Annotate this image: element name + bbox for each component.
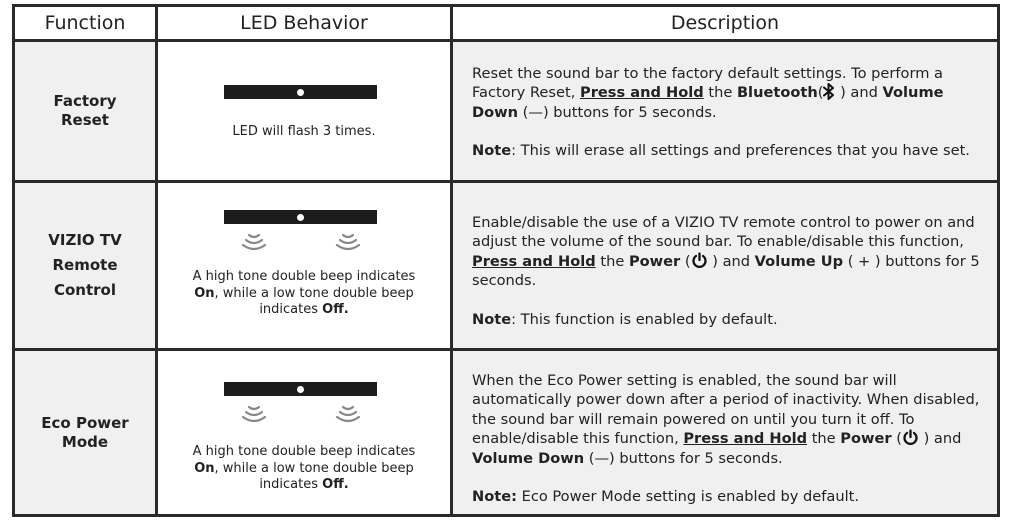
led-dot-icon — [297, 214, 304, 221]
sound-wave-icon — [241, 402, 267, 424]
row-vizio-remote-function — [15, 183, 155, 348]
header-description-label: Description — [670, 12, 780, 34]
header-description — [453, 7, 997, 39]
row-vizio-remote-led — [158, 183, 450, 348]
header-led-label: LED Behavior — [240, 12, 368, 34]
led-caption: A high tone double beep indicates On, while a low tone double beep indicates Off. — [192, 269, 416, 317]
function-name: VIZIO TV Remote Control — [48, 231, 122, 299]
sound-wave-icon — [335, 402, 361, 424]
power-icon — [691, 252, 708, 269]
led-dot-icon — [297, 386, 304, 393]
function-name: Factory Reset — [53, 92, 117, 129]
note-text: Note: This will erase all settings and preferences that you have set. — [472, 142, 970, 160]
row-eco-power-function — [15, 351, 155, 514]
bluetooth-icon — [823, 83, 835, 100]
led-bar-icon — [224, 210, 377, 224]
function-name: Eco Power Mode — [41, 413, 129, 451]
function-table — [12, 4, 1000, 517]
description-text: Reset the sound bar to the factory default settings. To perform a Factory Reset, Press and Hold the Bluetooth( ) and Volume Down (—) buttons for 5 seconds. — [472, 65, 944, 121]
row-eco-power-description — [453, 351, 997, 514]
description-text: Enable/disable the use of a VIZIO TV remote control to power on and adjust the volume of the sound bar. To enable/disable this function, Press and Hold the Power ( ) and Volume Up ( + ) buttons for 5 seconds. — [472, 214, 980, 290]
sound-wave-icon — [335, 230, 361, 252]
column-divider — [450, 7, 453, 514]
led-bar-icon — [224, 382, 377, 396]
header-led-behavior — [158, 7, 450, 39]
led-caption: A high tone double beep indicates On, while a low tone double beep indicates Off. — [192, 444, 416, 492]
power-icon — [902, 429, 919, 446]
row-factory-reset-led — [158, 42, 450, 180]
note-text: Note: Eco Power Mode setting is enabled by default. — [472, 488, 859, 506]
sound-wave-icon — [241, 230, 267, 252]
led-dot-icon — [297, 89, 304, 96]
row-eco-power-led — [158, 351, 450, 514]
header-divider — [15, 39, 997, 42]
led-bar-icon — [224, 85, 377, 99]
header-function — [15, 7, 155, 39]
description-text: When the Eco Power setting is enabled, the sound bar will automatically power down after a period of inactivity. When disabled, the sound bar will remain powered on until you turn it off. To enable/disable this function, Press and Hold the Power ( ) and Volume Down (—) buttons for 5 seconds. — [472, 372, 980, 467]
row-factory-reset-function — [15, 42, 155, 180]
row-factory-reset-description — [453, 42, 997, 180]
header-function-label: Function — [44, 12, 126, 34]
column-divider — [155, 7, 158, 514]
led-caption: LED will flash 3 times. — [232, 124, 376, 139]
row-vizio-remote-description — [453, 183, 997, 348]
note-text: Note: This function is enabled by default. — [472, 310, 778, 328]
